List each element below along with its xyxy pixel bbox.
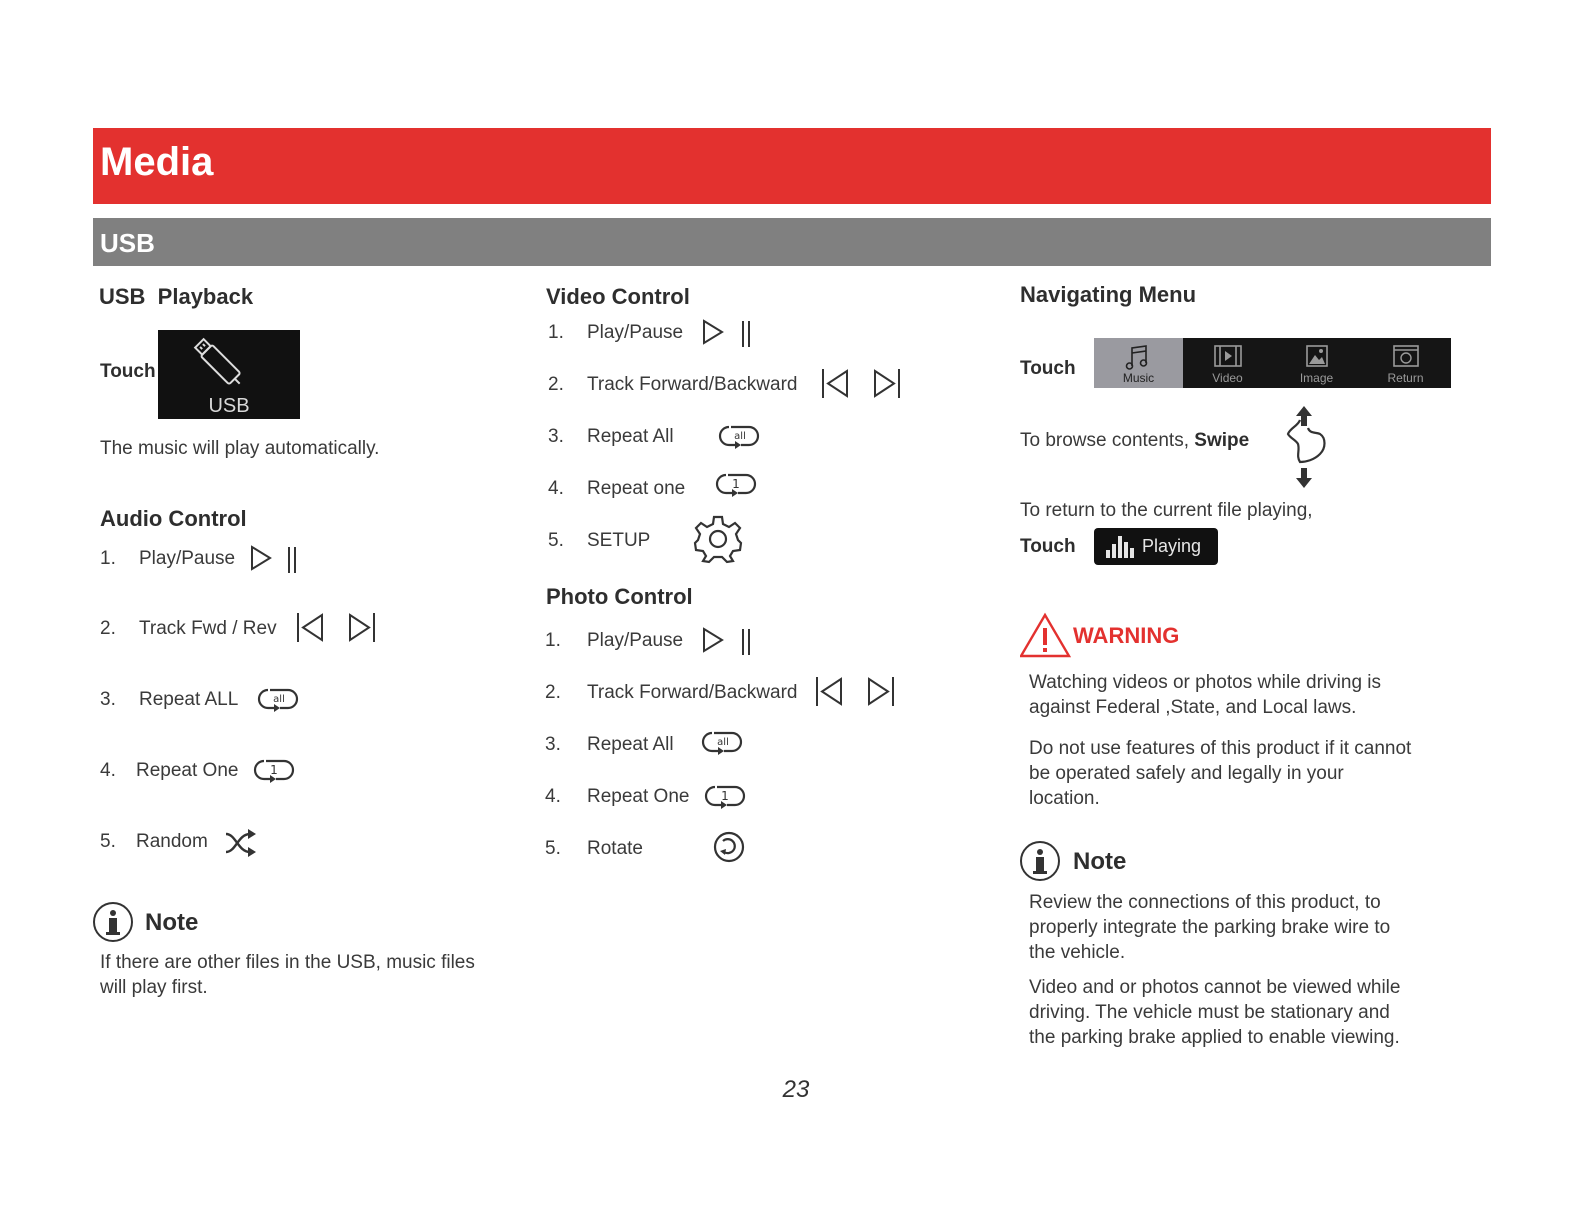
repeat-one-badge: 1 bbox=[732, 477, 740, 491]
repeat-all-icon bbox=[717, 424, 765, 452]
audio-control-heading: Audio Control bbox=[100, 506, 247, 531]
note-right-paragraph-2 bbox=[1029, 975, 1479, 1050]
usb-button-label: USB bbox=[208, 395, 250, 417]
list-number: 1. bbox=[545, 630, 561, 651]
photo-play-pause-label: Play/Pause bbox=[587, 630, 684, 651]
info-icon bbox=[1019, 840, 1061, 882]
warning-icon bbox=[1020, 612, 1072, 658]
usb-playback-description: The music will play automatically. bbox=[100, 438, 380, 459]
warning-paragraph-2 bbox=[1029, 736, 1479, 811]
film-icon bbox=[1183, 340, 1272, 374]
note-line: If there are other files in the USB, music files bbox=[100, 952, 475, 973]
repeat-all-badge: all bbox=[273, 694, 285, 705]
repeat-all-badge: all bbox=[734, 431, 746, 442]
warning-line: against Federal ,State, and Local laws. bbox=[1029, 697, 1357, 718]
navigating-menu-heading: Navigating Menu bbox=[1020, 282, 1197, 307]
audio-track-label: Track Fwd / Rev bbox=[139, 618, 277, 639]
media-menu-bar bbox=[1094, 338, 1451, 388]
list-number: 2. bbox=[545, 682, 561, 703]
play-pause-icon bbox=[702, 319, 756, 349]
photo-repeat-all-label: Repeat All bbox=[587, 734, 674, 755]
gear-icon bbox=[693, 514, 743, 564]
note-left-text bbox=[100, 950, 530, 1000]
list-number: 5. bbox=[100, 831, 116, 852]
play-pause-icon bbox=[702, 627, 756, 657]
repeat-all-icon bbox=[700, 730, 748, 758]
list-number: 3. bbox=[548, 426, 564, 447]
note-title: Note bbox=[1073, 848, 1127, 875]
repeat-one-badge: 1 bbox=[721, 789, 729, 803]
photo-control-heading: Photo Control bbox=[546, 584, 693, 609]
playing-label: Playing bbox=[1142, 536, 1202, 556]
list-number: 1. bbox=[100, 548, 116, 569]
photo-repeat-one-label: Repeat One bbox=[587, 786, 690, 807]
note-line: Review the connections of this product, to bbox=[1029, 892, 1381, 913]
repeat-one-icon bbox=[252, 758, 300, 786]
menu-item-music[interactable] bbox=[1094, 338, 1183, 388]
list-number: 4. bbox=[100, 760, 116, 781]
menu-item-label: Music bbox=[1122, 371, 1155, 385]
browse-instruction bbox=[1020, 430, 1249, 452]
list-number: 5. bbox=[548, 530, 564, 551]
shuffle-icon bbox=[224, 828, 258, 858]
usb-playback-heading: USB Playback bbox=[99, 284, 254, 309]
menu-item-image[interactable] bbox=[1272, 338, 1361, 388]
usb-button[interactable] bbox=[158, 330, 300, 419]
now-playing-button[interactable] bbox=[1094, 528, 1218, 565]
repeat-one-icon bbox=[703, 784, 751, 812]
track-skip-icon bbox=[821, 368, 905, 400]
play-pause-icon bbox=[250, 545, 300, 575]
section-title: USB bbox=[100, 228, 155, 258]
swipe-hand-icon bbox=[1276, 404, 1336, 490]
title-banner bbox=[93, 128, 1491, 204]
photo-rotate-label: Rotate bbox=[587, 838, 643, 859]
warning-title: WARNING bbox=[1073, 623, 1180, 648]
note-line: the vehicle. bbox=[1029, 942, 1126, 963]
warning-line: be operated safely and legally in your bbox=[1029, 763, 1344, 784]
video-repeat-one-label: Repeat one bbox=[587, 478, 686, 499]
touch-label: Touch bbox=[1020, 358, 1076, 379]
menu-item-return[interactable] bbox=[1361, 338, 1450, 388]
menu-item-video[interactable] bbox=[1183, 338, 1272, 388]
note-right-paragraph-1 bbox=[1029, 890, 1479, 965]
music-note-icon bbox=[1094, 340, 1183, 374]
page-number: 23 bbox=[782, 1076, 810, 1103]
swipe-word: Swipe bbox=[1194, 430, 1250, 451]
video-play-pause-label: Play/Pause bbox=[587, 322, 684, 343]
menu-item-label: Video bbox=[1212, 371, 1243, 385]
audio-play-pause-label: Play/Pause bbox=[139, 548, 236, 569]
audio-repeat-one-label: Repeat One bbox=[136, 760, 239, 781]
video-control-heading: Video Control bbox=[546, 284, 690, 309]
menu-item-label: Return bbox=[1387, 371, 1424, 385]
note-line: Video and or photos cannot be viewed while bbox=[1029, 977, 1401, 998]
photo-track-label: Track Forward/Backward bbox=[587, 682, 798, 703]
list-number: 4. bbox=[548, 478, 564, 499]
list-number: 4. bbox=[545, 786, 561, 807]
touch-label: Touch bbox=[100, 361, 156, 382]
warning-line: Do not use features of this product if it cannot bbox=[1029, 738, 1412, 759]
section-bar bbox=[93, 218, 1491, 266]
repeat-one-icon bbox=[714, 472, 762, 500]
repeat-one-badge: 1 bbox=[270, 763, 278, 777]
touch-label: Touch bbox=[1020, 536, 1076, 557]
list-number: 2. bbox=[100, 618, 116, 639]
menu-item-label: Image bbox=[1299, 371, 1334, 385]
page-title: Media bbox=[100, 140, 214, 184]
audio-repeat-all-label: Repeat ALL bbox=[139, 689, 239, 710]
equalizer-icon bbox=[1100, 528, 1140, 565]
audio-random-label: Random bbox=[136, 831, 208, 852]
video-repeat-all-label: Repeat All bbox=[587, 426, 674, 447]
note-line: properly integrate the parking brake wire to bbox=[1029, 917, 1391, 938]
list-number: 1. bbox=[548, 322, 564, 343]
note-line: will play first. bbox=[100, 977, 208, 998]
image-icon bbox=[1272, 340, 1361, 374]
browse-text: To browse contents, bbox=[1020, 430, 1195, 451]
note-line: the parking brake applied to enable viewing. bbox=[1029, 1027, 1400, 1048]
list-number: 3. bbox=[545, 734, 561, 755]
warning-line: Watching videos or photos while driving is bbox=[1029, 672, 1382, 693]
repeat-all-icon bbox=[256, 687, 304, 715]
list-number: 5. bbox=[545, 838, 561, 859]
return-instruction: To return to the current file playing, bbox=[1020, 500, 1313, 521]
note-title: Note bbox=[145, 909, 199, 936]
warning-paragraph-1 bbox=[1029, 670, 1479, 720]
return-icon bbox=[1361, 340, 1451, 374]
video-setup-label: SETUP bbox=[587, 530, 651, 551]
video-track-label: Track Forward/Backward bbox=[587, 374, 798, 395]
track-skip-icon bbox=[815, 676, 899, 708]
repeat-all-badge: all bbox=[717, 737, 729, 748]
warning-line: location. bbox=[1029, 788, 1100, 809]
list-number: 3. bbox=[100, 689, 116, 710]
list-number: 2. bbox=[548, 374, 564, 395]
rotate-icon bbox=[712, 830, 746, 864]
track-skip-icon bbox=[296, 612, 378, 644]
info-icon bbox=[92, 901, 134, 943]
note-line: driving. The vehicle must be stationary and bbox=[1029, 1002, 1390, 1023]
